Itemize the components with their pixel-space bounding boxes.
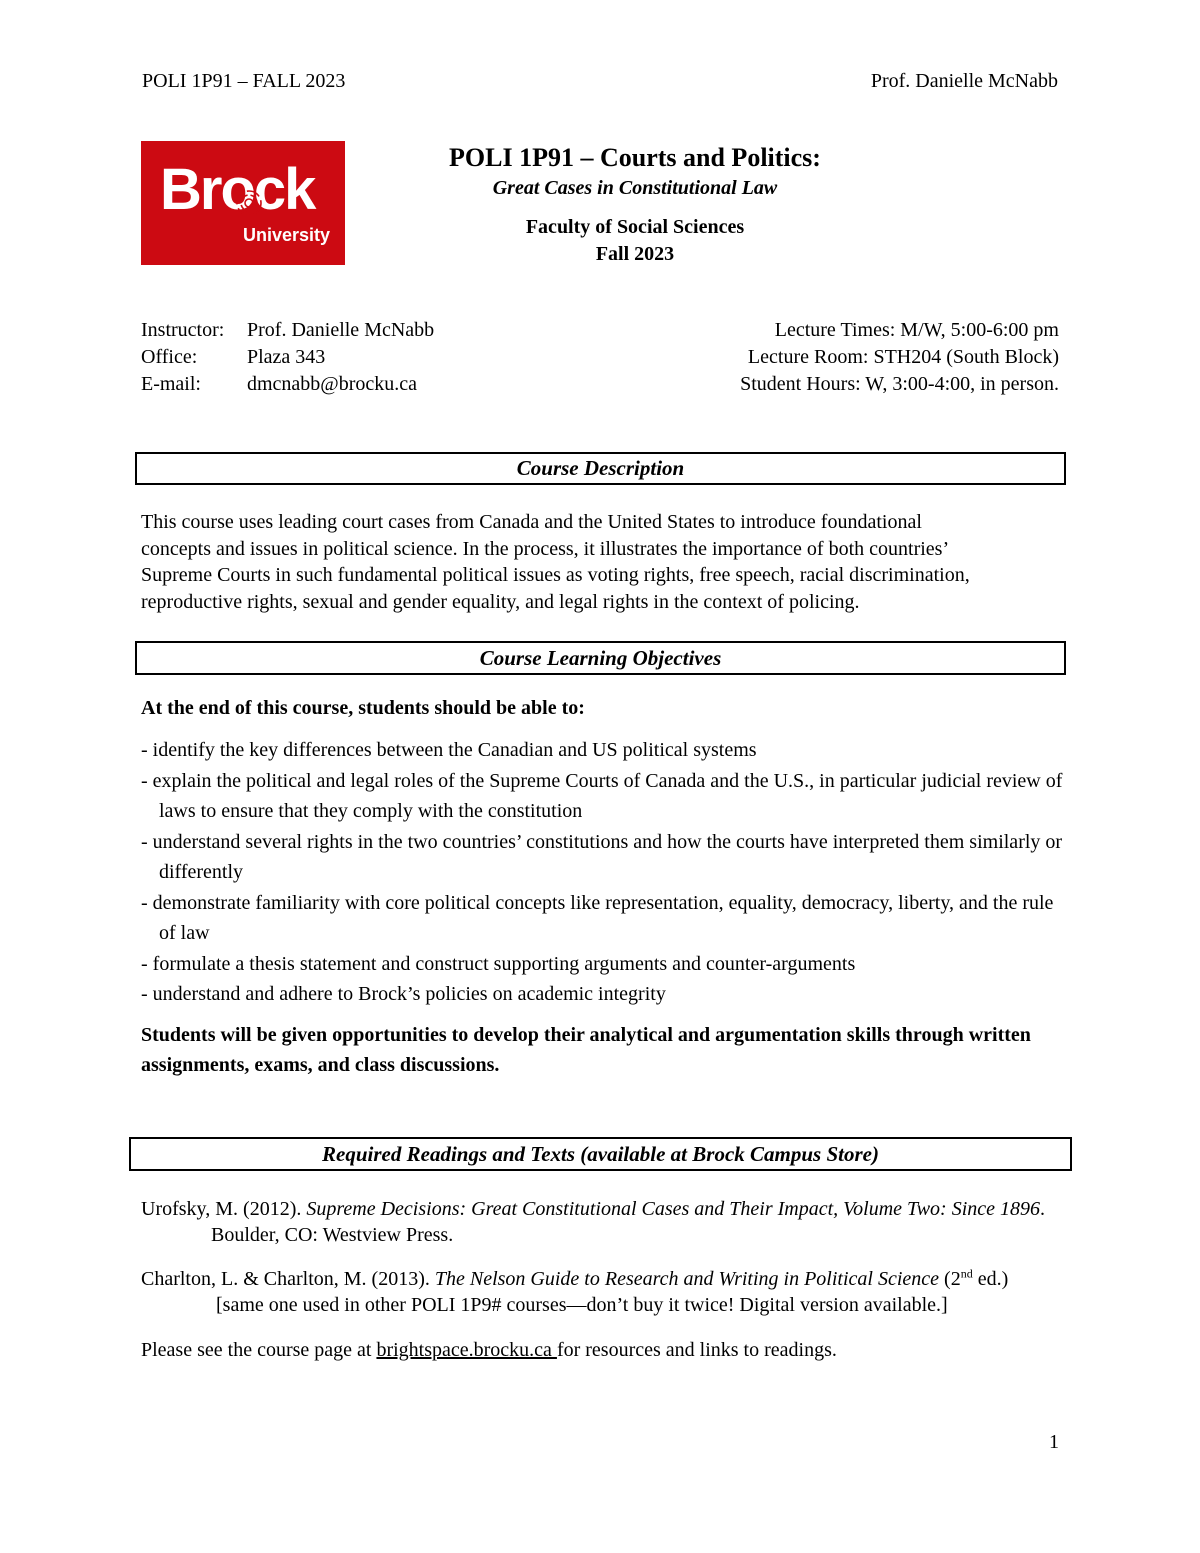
course-description-heading: Course Description	[135, 452, 1066, 485]
reading-reference	[141, 1196, 1071, 1248]
course-page-note-pre: Please see the course page at	[141, 1339, 377, 1361]
course-page-note	[141, 1337, 837, 1363]
reference-title: Supreme Decisions: Great Constitutional Cases and Their Impact, Volume Two: Since 1896	[306, 1198, 1041, 1220]
reference-edition-suffix: nd	[960, 1266, 973, 1281]
lecture-room: Lecture Room: STH204 (South Block)	[747, 346, 1059, 368]
info-label: Instructor:	[141, 319, 225, 341]
course-subtitle: Great Cases in Constitutional Law	[492, 177, 778, 199]
required-readings-heading: Required Readings and Texts (available at Brock Campus Store)	[129, 1137, 1072, 1171]
course-title: POLI 1P91 – Courts and Politics:	[449, 143, 821, 172]
description-line: Supreme Courts in such fundamental political issues as voting rights, free speech, racial discrimination,	[141, 564, 970, 586]
reference-authors: Charlton, L. & Charlton, M. (2013).	[141, 1268, 435, 1290]
description-line: concepts and issues in political science. In the process, it illustrates the importance of both countries’	[141, 537, 950, 560]
reference-title: The Nelson Guide to Research and Writing in Political Science	[434, 1268, 940, 1290]
reading-reference	[141, 1266, 1071, 1318]
info-value: Plaza 343	[247, 346, 326, 368]
objective-item: - demonstrate familiarity with core political concepts like representation, equality, democracy, liberty, and the rule of law	[141, 891, 1054, 944]
lecture-info	[740, 317, 1059, 398]
course-page-note-post: for resources and links to readings.	[556, 1339, 837, 1361]
header-instructor: Prof. Danielle McNabb	[870, 70, 1058, 92]
fingerprint-icon	[229, 183, 269, 223]
logo-wordmark: Brock	[160, 157, 315, 222]
running-header	[142, 70, 1058, 98]
objective-item: - formulate a thesis statement and construct supporting arguments and counter-arguments	[141, 952, 856, 975]
info-label: E-mail:	[141, 373, 201, 395]
student-hours: Student Hours: W, 3:00-4:00, in person.	[740, 373, 1059, 395]
reference-edition: (2	[939, 1268, 961, 1290]
info-value: Prof. Danielle McNabb	[247, 319, 435, 341]
reference-edition-end: ed.)	[972, 1268, 1009, 1290]
reference-publisher: Boulder, CO: Westview Press.	[211, 1224, 454, 1246]
learning-objectives-heading: Course Learning Objectives	[135, 641, 1066, 675]
brightspace-link[interactable]: brightspace.brocku.ca	[376, 1339, 557, 1361]
email-address: dmcnabb@brocku.ca	[247, 373, 418, 395]
info-label: Office:	[141, 346, 198, 368]
brock-university-logo	[141, 141, 345, 265]
faculty-name: Faculty of Social Sciences	[525, 216, 745, 238]
objective-item: - understand and adhere to Brock’s policies on academic integrity	[141, 983, 666, 1005]
description-line: This course uses leading court cases from Canada and the United States to introduce foundational	[141, 511, 922, 533]
reference-authors: Urofsky, M. (2012).	[141, 1198, 307, 1220]
objective-item: - identify the key differences between the Canadian and US political systems	[141, 739, 757, 761]
info-row-email	[141, 371, 434, 398]
reference-punct: .	[1040, 1198, 1046, 1220]
description-line: reproductive rights, sexual and gender equality, and legal rights in the context of policing.	[141, 590, 860, 613]
course-description-text	[141, 509, 1061, 615]
reference-note: [same one used in other POLI 1P9# courses—don’t buy it twice! Digital version available.]	[216, 1294, 948, 1316]
course-title-block	[345, 142, 925, 268]
objective-item: - understand several rights in the two countries’ constitutions and how the courts have interpreted them similarly or differently	[141, 830, 1063, 883]
instructor-info	[141, 317, 434, 398]
page-number: 1	[1049, 1431, 1059, 1453]
objectives-intro: At the end of this course, students should be able to:	[141, 697, 585, 719]
info-row-office	[141, 344, 434, 371]
info-row-instructor	[141, 317, 434, 344]
objective-item: - explain the political and legal roles of the Supreme Courts of Canada and the U.S., in particular judicial review of laws to ensure that they comply with the constitution	[141, 769, 1063, 822]
objectives-list	[141, 735, 1071, 1010]
logo-subtitle: University	[243, 225, 331, 245]
lecture-times: Lecture Times: M/W, 5:00-6:00 pm	[774, 319, 1059, 341]
objectives-closing: Students will be given opportunities to develop their analytical and argumentation skills through written assignments, exams, and class discussions.	[141, 1024, 1031, 1076]
header-course-term: POLI 1P91 – FALL 2023	[142, 70, 346, 92]
course-term: Fall 2023	[595, 243, 675, 265]
